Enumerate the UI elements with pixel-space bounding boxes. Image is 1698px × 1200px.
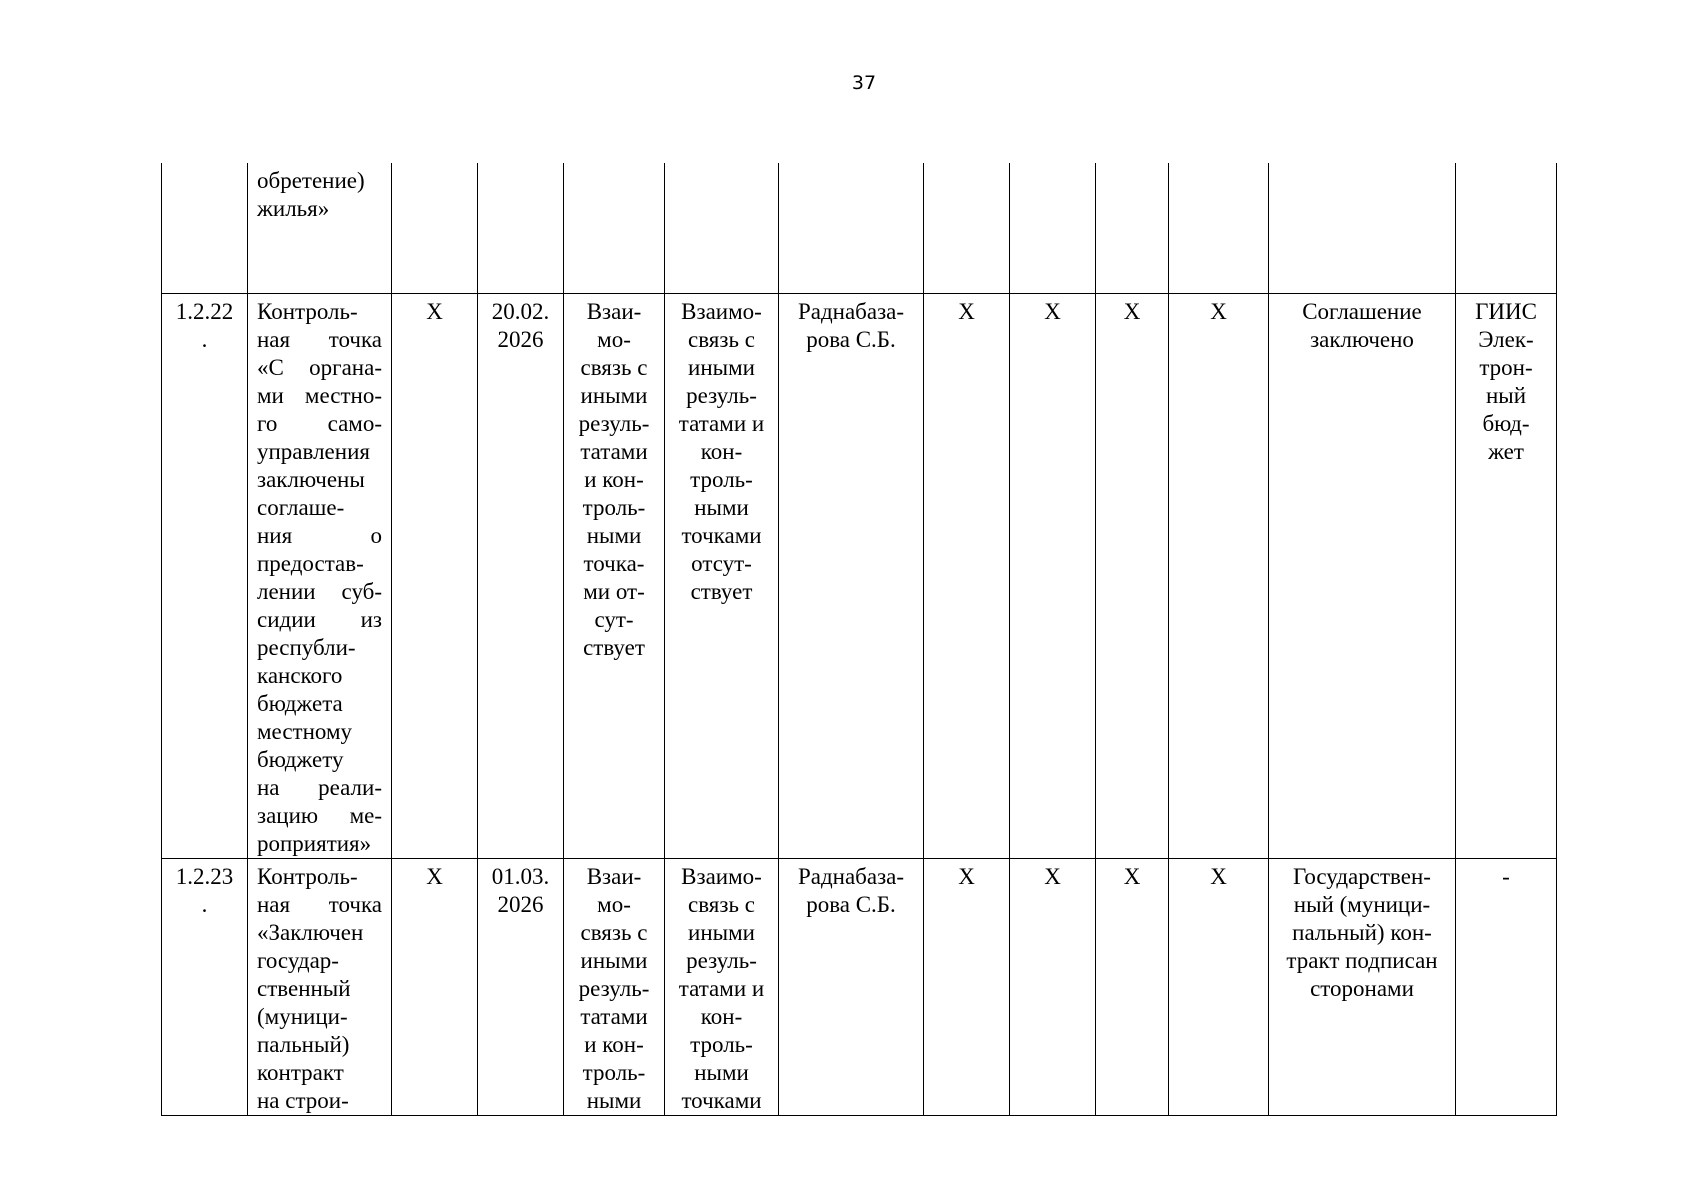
cell-line: . bbox=[201, 326, 208, 352]
cell-col3 bbox=[392, 293, 478, 858]
cell-line: ми местно- bbox=[257, 382, 382, 408]
cell-number bbox=[162, 858, 248, 1115]
cell-line: Раднабаза- bbox=[797, 298, 905, 324]
cell-line: точками bbox=[681, 1087, 762, 1113]
control-points-table bbox=[161, 163, 1557, 1116]
cell-line: - bbox=[1502, 863, 1510, 889]
cell-line: иными bbox=[688, 919, 755, 945]
cell-relation-2 bbox=[665, 293, 779, 858]
cell-line: связь с bbox=[688, 891, 755, 917]
cell-result bbox=[1269, 163, 1456, 293]
cell-text: X bbox=[1123, 863, 1141, 889]
cell-line: государ- bbox=[257, 947, 339, 973]
cell-responsible bbox=[779, 293, 924, 858]
cell-x1 bbox=[924, 858, 1010, 1115]
cell-line: местному bbox=[257, 718, 353, 744]
cell-text: X bbox=[1210, 863, 1227, 889]
cell-line: троль- bbox=[582, 1059, 646, 1085]
table-row bbox=[162, 858, 1557, 1115]
cell-text: X bbox=[958, 863, 975, 889]
cell-name bbox=[248, 163, 392, 293]
cell-date bbox=[478, 858, 564, 1115]
cell-text: X bbox=[958, 298, 975, 324]
cell-line: Государствен- bbox=[1293, 863, 1431, 889]
cell-line: управления bbox=[257, 438, 370, 464]
cell-text: X bbox=[1123, 298, 1141, 324]
cell-line: го само- bbox=[257, 410, 382, 436]
cell-line: ми от- bbox=[583, 578, 645, 604]
cell-line: татами и bbox=[678, 410, 765, 436]
cell-line: ными bbox=[586, 522, 642, 548]
cell-line: 01.03. bbox=[491, 863, 550, 889]
cell-x1 bbox=[924, 163, 1010, 293]
cell-line: резуль- bbox=[578, 410, 650, 436]
cell-line: ствует bbox=[690, 578, 753, 604]
cell-line: 1.2.22 bbox=[175, 298, 234, 324]
cell-line: соглаше- bbox=[257, 494, 345, 520]
cell-line: троль- bbox=[690, 466, 753, 492]
cell-relation-2 bbox=[665, 858, 779, 1115]
cell-line: татами и bbox=[678, 975, 765, 1001]
cell-line: тракт подписан bbox=[1286, 947, 1438, 973]
cell-line: иными bbox=[580, 947, 648, 973]
cell-line: ГИИС bbox=[1475, 298, 1537, 324]
cell-line: кон- bbox=[700, 1003, 743, 1029]
cell-line: связь с bbox=[580, 919, 648, 945]
cell-x1 bbox=[924, 293, 1010, 858]
cell-line: на реали- bbox=[257, 774, 382, 800]
cell-line: ная точка bbox=[257, 891, 382, 917]
cell-line: троль- bbox=[582, 494, 646, 520]
cell-result bbox=[1269, 293, 1456, 858]
cell-line: Взаи- bbox=[586, 298, 642, 324]
cell-line: Взаи- bbox=[586, 863, 642, 889]
cell-line: Раднабаза- bbox=[797, 863, 905, 889]
cell-text: X bbox=[1210, 298, 1227, 324]
cell-text: X bbox=[1044, 298, 1061, 324]
cell-line: ными bbox=[586, 1087, 642, 1113]
cell-line: 1.2.23 bbox=[175, 863, 234, 889]
cell-line: пальный) кон- bbox=[1292, 919, 1432, 945]
cell-line: резуль- bbox=[686, 382, 757, 408]
cell-line: ный bbox=[1485, 382, 1527, 408]
cell-line: мо- bbox=[597, 326, 631, 352]
cell-line: мо- bbox=[597, 891, 631, 917]
cell-line: жилья» bbox=[257, 196, 330, 221]
cell-line: рова С.Б. bbox=[806, 891, 896, 917]
cell-line: татами bbox=[580, 1003, 648, 1029]
cell-name bbox=[248, 293, 392, 858]
cell-date bbox=[478, 293, 564, 858]
cell-x4 bbox=[1169, 163, 1269, 293]
cell-line: иными bbox=[688, 354, 755, 380]
cell-line: связь с bbox=[688, 326, 755, 352]
cell-system bbox=[1456, 293, 1557, 858]
cell-line: ный (муници- bbox=[1293, 891, 1431, 917]
cell-line: лении суб- bbox=[257, 578, 382, 604]
cell-line: контракт bbox=[257, 1059, 344, 1085]
cell-line: бюджета bbox=[257, 690, 343, 716]
cell-line: Элек- bbox=[1478, 326, 1534, 352]
cell-line: ния о bbox=[257, 522, 382, 548]
cell-line: сут- bbox=[594, 606, 634, 632]
cell-line: точками bbox=[681, 522, 762, 548]
cell-system bbox=[1456, 858, 1557, 1115]
cell-line: отсут- bbox=[691, 550, 752, 576]
cell-line: иными bbox=[580, 382, 648, 408]
cell-line: Соглашение bbox=[1302, 298, 1422, 324]
cell-line: на строи- bbox=[257, 1087, 349, 1113]
cell-col3 bbox=[392, 163, 478, 293]
cell-line: роприятия» bbox=[257, 830, 372, 856]
cell-line: 20.02. bbox=[491, 298, 550, 324]
cell-line: пальный) bbox=[257, 1031, 350, 1057]
cell-line: троль- bbox=[690, 1031, 753, 1057]
cell-line: обретение) bbox=[257, 168, 365, 193]
cell-line: резуль- bbox=[686, 947, 757, 973]
cell-col3 bbox=[392, 858, 478, 1115]
cell-system bbox=[1456, 163, 1557, 293]
cell-responsible bbox=[779, 858, 924, 1115]
cell-line: связь с bbox=[580, 354, 648, 380]
cell-line: Контроль- bbox=[257, 298, 358, 324]
cell-line: заключены bbox=[257, 466, 365, 492]
cell-date bbox=[478, 163, 564, 293]
cell-x2 bbox=[1010, 858, 1096, 1115]
cell-line: и кон- bbox=[584, 1031, 644, 1057]
cell-relation-2 bbox=[665, 163, 779, 293]
cell-line: Взаимо- bbox=[681, 298, 762, 324]
cell-responsible bbox=[779, 163, 924, 293]
cell-line: и кон- bbox=[584, 466, 644, 492]
cell-line: трон- bbox=[1479, 354, 1533, 380]
cell-line: рова С.Б. bbox=[806, 326, 896, 352]
cell-line: ственный bbox=[257, 975, 351, 1001]
cell-line: бюд- bbox=[1482, 410, 1530, 436]
cell-line: сидии из bbox=[257, 606, 382, 632]
cell-x3 bbox=[1096, 163, 1169, 293]
page-number: 37 bbox=[851, 72, 877, 94]
cell-x2 bbox=[1010, 163, 1096, 293]
table-row bbox=[162, 293, 1557, 858]
cell-line: заключено bbox=[1310, 326, 1414, 352]
cell-relation-1 bbox=[564, 858, 665, 1115]
cell-x4 bbox=[1169, 293, 1269, 858]
cell-line: ными bbox=[694, 494, 749, 520]
cell-line: 2026 bbox=[497, 326, 544, 352]
cell-line: Взаимо- bbox=[681, 863, 762, 889]
cell-line: Контроль- bbox=[257, 863, 358, 889]
cell-result bbox=[1269, 858, 1456, 1115]
cell-line: . bbox=[201, 891, 208, 917]
cell-number bbox=[162, 163, 248, 293]
cell-line: сторонами bbox=[1310, 975, 1414, 1001]
cell-x3 bbox=[1096, 858, 1169, 1115]
cell-line: зацию ме- bbox=[257, 802, 382, 828]
cell-line: ная точка bbox=[257, 326, 382, 352]
cell-line: татами bbox=[580, 438, 648, 464]
cell-x4 bbox=[1169, 858, 1269, 1115]
cell-line: резуль- bbox=[578, 975, 650, 1001]
cell-line: «С органа- bbox=[257, 354, 382, 380]
cell-line: «Заключен bbox=[257, 919, 364, 945]
cell-line: ными bbox=[694, 1059, 749, 1085]
cell-line: бюджету bbox=[257, 746, 344, 772]
cell-text: X bbox=[1044, 863, 1061, 889]
cell-line: канского bbox=[257, 662, 343, 688]
cell-line: (муници- bbox=[257, 1003, 348, 1029]
cell-line: республи- bbox=[257, 634, 356, 660]
cell-line: ствует bbox=[583, 634, 645, 660]
cell-relation-1 bbox=[564, 163, 665, 293]
cell-text: X bbox=[426, 863, 443, 889]
cell-number bbox=[162, 293, 248, 858]
cell-text: X bbox=[426, 298, 443, 324]
cell-line: жет bbox=[1488, 438, 1524, 464]
cell-name bbox=[248, 858, 392, 1115]
cell-line: предостав- bbox=[257, 550, 364, 576]
table-row bbox=[162, 163, 1557, 293]
cell-relation-1 bbox=[564, 293, 665, 858]
cell-x2 bbox=[1010, 293, 1096, 858]
cell-line: 2026 bbox=[497, 891, 544, 917]
cell-line: точка- bbox=[583, 550, 645, 576]
cell-line: кон- bbox=[700, 438, 743, 464]
cell-x3 bbox=[1096, 293, 1169, 858]
